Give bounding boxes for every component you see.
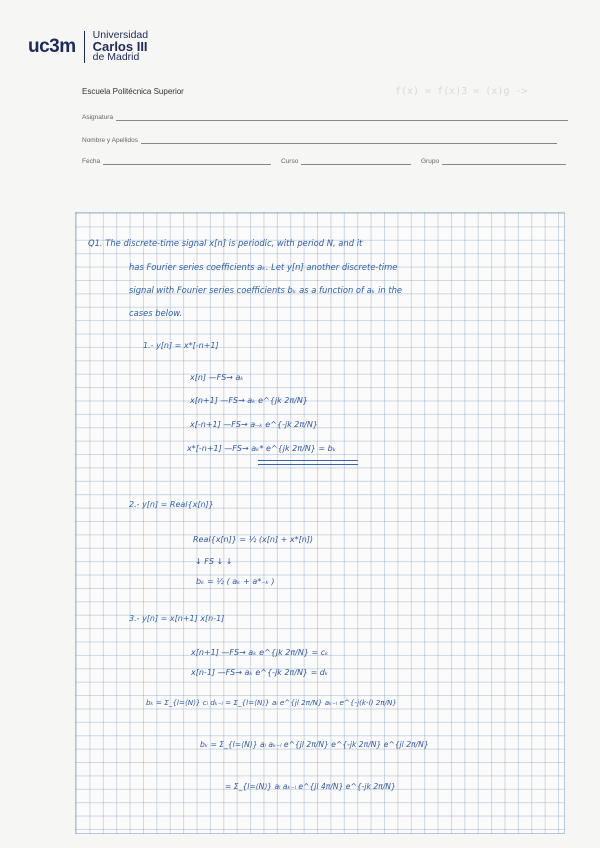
school-name: Escuela Politécnica Superior — [82, 87, 184, 96]
field-date — [82, 156, 271, 165]
part1-underline-2 — [258, 464, 358, 465]
field-group-line — [442, 156, 566, 165]
field-group — [421, 156, 566, 165]
part3-step-4: bₖ = Σ_{l=⟨N⟩} aₗ aₖ₋ₗ e^{jl 2π/N} e^{-jk 2π/N} e^{jl 2π/N} — [200, 740, 429, 749]
field-course — [281, 156, 411, 165]
faint-note: f(x) = f(x)3 = (x)g -> — [395, 86, 528, 97]
logo-line-3: de Madrid — [92, 51, 140, 63]
part3-title: 3.- y[n] = x[n+1] x[n-1] — [129, 614, 225, 623]
logo-divider — [84, 31, 85, 63]
part3-step-1: x[n+1] —FS→ aₖ e^{jk 2π/N} = cₖ — [191, 648, 329, 657]
field-subject-label: Asignatura — [82, 114, 114, 121]
field-date-label: Fecha — [82, 158, 101, 165]
logo-line-1: Universidad — [92, 29, 149, 41]
problem-line-2: has Fourier series coefficients aₖ. Let y[n] another discrete-time — [129, 262, 398, 272]
part3-step-2: x[n-1] —FS→ aₖ e^{-jk 2π/N} = dₖ — [191, 668, 329, 677]
field-name-line — [141, 135, 557, 144]
field-date-line — [103, 156, 271, 165]
university-logo — [28, 30, 148, 63]
part2-step-2: ↓ FS ↓ ↓ — [195, 557, 233, 566]
problem-line-4: cases below. — [129, 308, 183, 318]
logo-mark: uc3m — [28, 35, 76, 57]
part2-title: 2.- y[n] = Real{x[n]} — [129, 500, 214, 509]
logo-text — [93, 30, 148, 63]
logo-line-2: Carlos III — [92, 39, 148, 54]
part1-title: 1.- y[n] = x*[-n+1] — [143, 341, 219, 350]
part1-step-4: x*[-n+1] —FS→ aₖ* e^{jk 2π/N} = bₖ — [187, 444, 337, 453]
part2-step-1: Real{x[n]} = ½ (x[n] + x*[n]) — [193, 535, 314, 544]
field-name — [82, 135, 557, 144]
problem-line-3: signal with Fourier series coefficients bₖ as a function of aₖ in the — [129, 285, 403, 295]
field-subject — [82, 112, 568, 121]
part1-step-1: x[n] —FS→ aₖ — [190, 373, 244, 382]
problem-line-1: Q1. The discrete-time signal x[n] is periodic, with period N, and it — [88, 238, 363, 248]
field-name-label: Nombre y Apellidos — [82, 137, 138, 144]
field-group-label: Grupo — [421, 158, 440, 165]
field-course-line — [301, 156, 411, 165]
part1-step-2: x[n+1] —FS→ aₖ e^{jk 2π/N} — [190, 396, 308, 405]
part3-step-5: = Σ_{l=⟨N⟩} aₗ aₖ₋ₗ e^{jl 4π/N} e^{-jk 2π/N} — [225, 782, 396, 791]
part2-step-3: bₖ = ½ ( aₖ + a*₋ₖ ) — [196, 577, 275, 586]
part1-step-3: x[-n+1] —FS→ a₋ₖ e^{-jk 2π/N} — [190, 420, 318, 429]
part1-underline-1 — [258, 460, 358, 461]
field-course-label: Curso — [281, 158, 299, 165]
field-subject-line — [116, 112, 568, 121]
part3-step-3: bₖ = Σ_{l=⟨N⟩} cₗ dₖ₋ₗ = Σ_{l=⟨N⟩} aₗ e^{jl 2π/N} aₖ₋ₗ e^{-j(k-l) 2π/N} — [146, 698, 397, 707]
